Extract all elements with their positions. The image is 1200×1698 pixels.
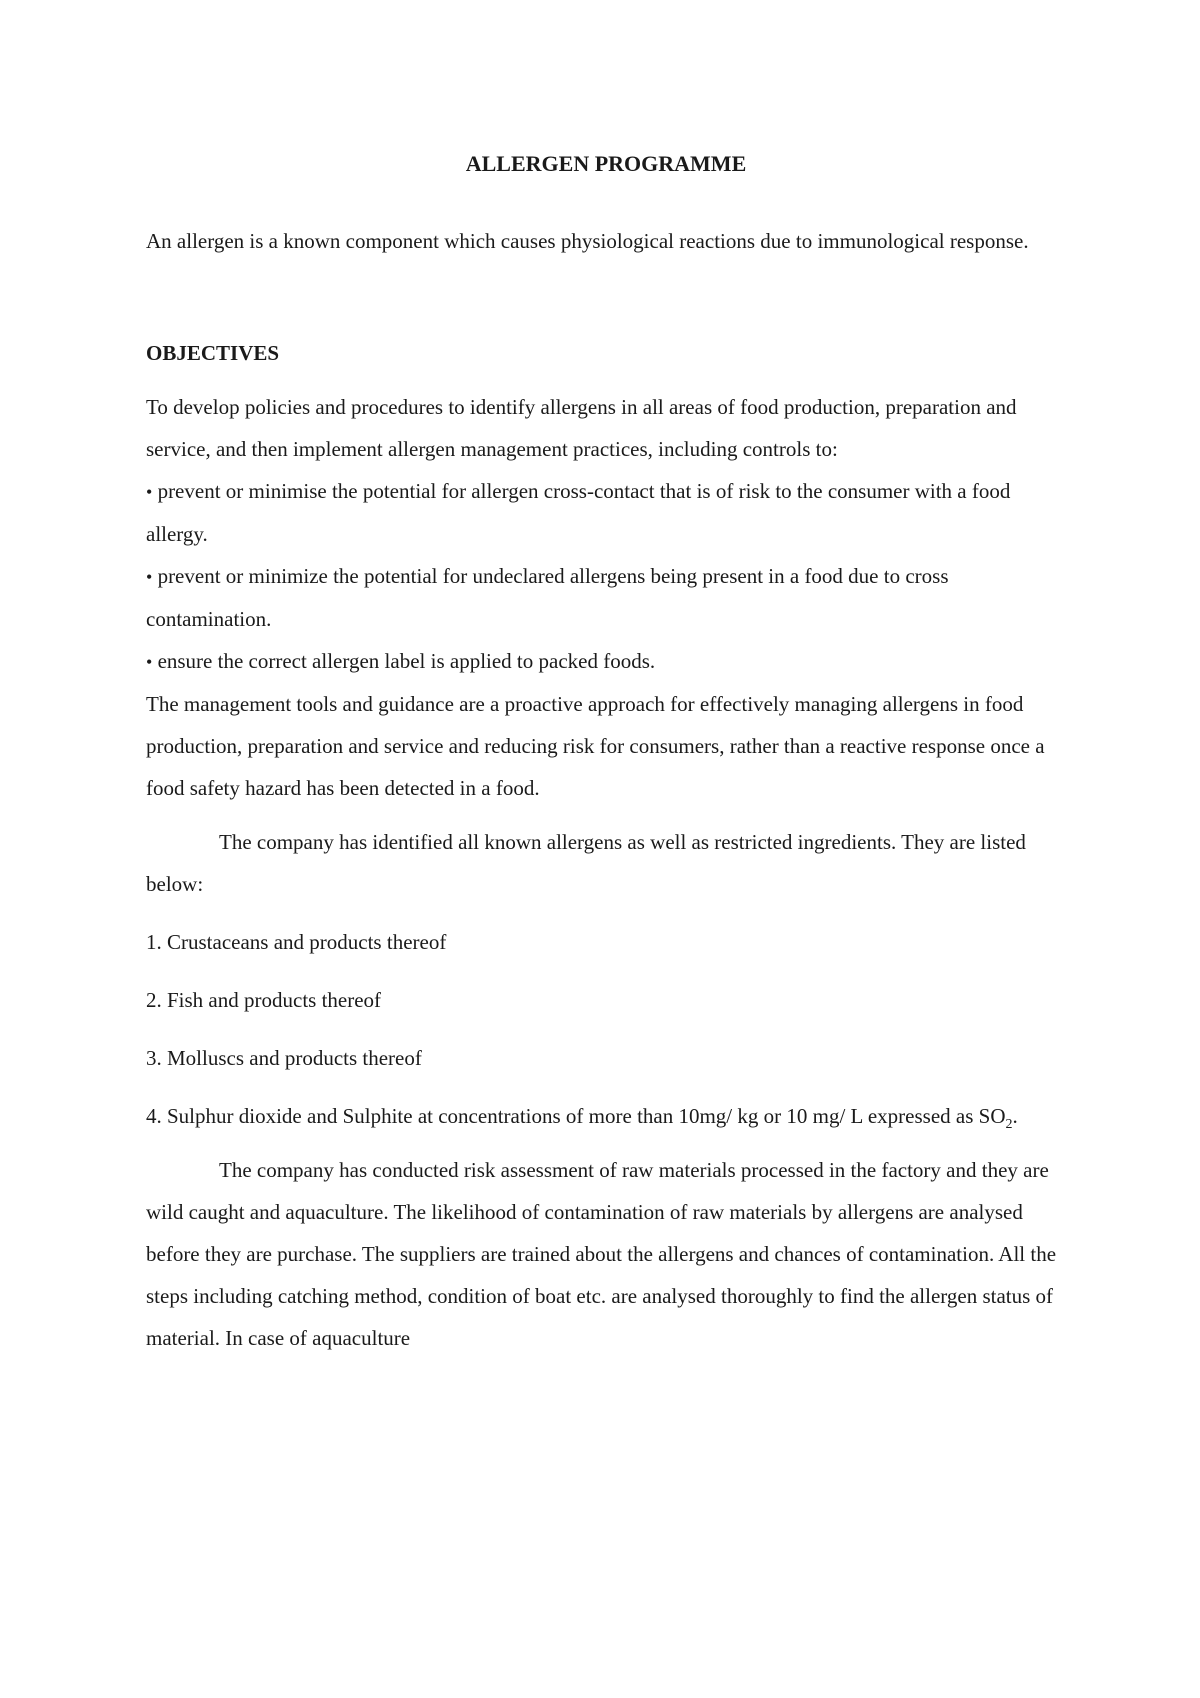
allergen-list-item: 2. Fish and products thereof xyxy=(146,988,382,1012)
management-paragraph: The management tools and guidance are a proactive approach for effectively managing allergens in food production, preparation and service and reducing risk for consumers, rather than a reactive response once a food safety hazard has been detected in a food. xyxy=(146,692,1045,800)
objectives-heading: OBJECTIVES xyxy=(146,341,280,365)
document-title: ALLERGEN PROGRAMME xyxy=(465,151,747,176)
bullet-item xyxy=(146,640,1066,683)
bullet-item xyxy=(146,555,1066,640)
bullet-text: prevent or minimize the potential for undeclared allergens being present in a food due to cross contamination. xyxy=(146,564,949,631)
bullet-item xyxy=(146,470,1066,555)
bullet-icon: • xyxy=(146,567,153,587)
bullet-text: ensure the correct allergen label is applied to packed foods. xyxy=(157,649,656,673)
bullet-icon: • xyxy=(146,482,153,502)
intro-paragraph: An allergen is a known component which causes physiological reactions due to immunological response. xyxy=(146,229,1029,253)
allergen-list-item: 1. Crustaceans and products thereof xyxy=(146,930,447,954)
bullet-text: prevent or minimise the potential for allergen cross-contact that is of risk to the consumer with a food allergy. xyxy=(146,479,1011,546)
allergen-4-text: 4. Sulphur dioxide and Sulphite at concentrations of more than 10mg/ kg or 10 mg/ L expressed as SO xyxy=(146,1104,1006,1128)
allergen-4-subscript: 2 xyxy=(1005,1117,1013,1133)
risk-paragraph: The company has conducted risk assessment of raw materials processed in the factory and they are wild caught and aquaculture. The likelihood of contamination of raw materials by allergens are analysed before they are purchase. The suppliers are trained about the allergens and chances of contamination. All the steps including catching method, condition of boat etc. are analysed thoroughly to find the allergen status of material. In case of aquaculture xyxy=(146,1158,1057,1350)
bullet-icon: • xyxy=(146,652,153,672)
allergen-list-item xyxy=(146,1095,1066,1137)
allergen-4-end: . xyxy=(1012,1104,1018,1128)
allergen-list-item: 3. Molluscs and products thereof xyxy=(146,1046,422,1070)
objectives-paragraph: To develop policies and procedures to identify allergens in all areas of food production, preparation and service, and then implement allergen management practices, including controls to: xyxy=(146,395,1017,461)
document-body xyxy=(146,148,1066,1359)
identified-paragraph: The company has identified all known allergens as well as restricted ingredients. They are listed below: xyxy=(146,830,1026,896)
